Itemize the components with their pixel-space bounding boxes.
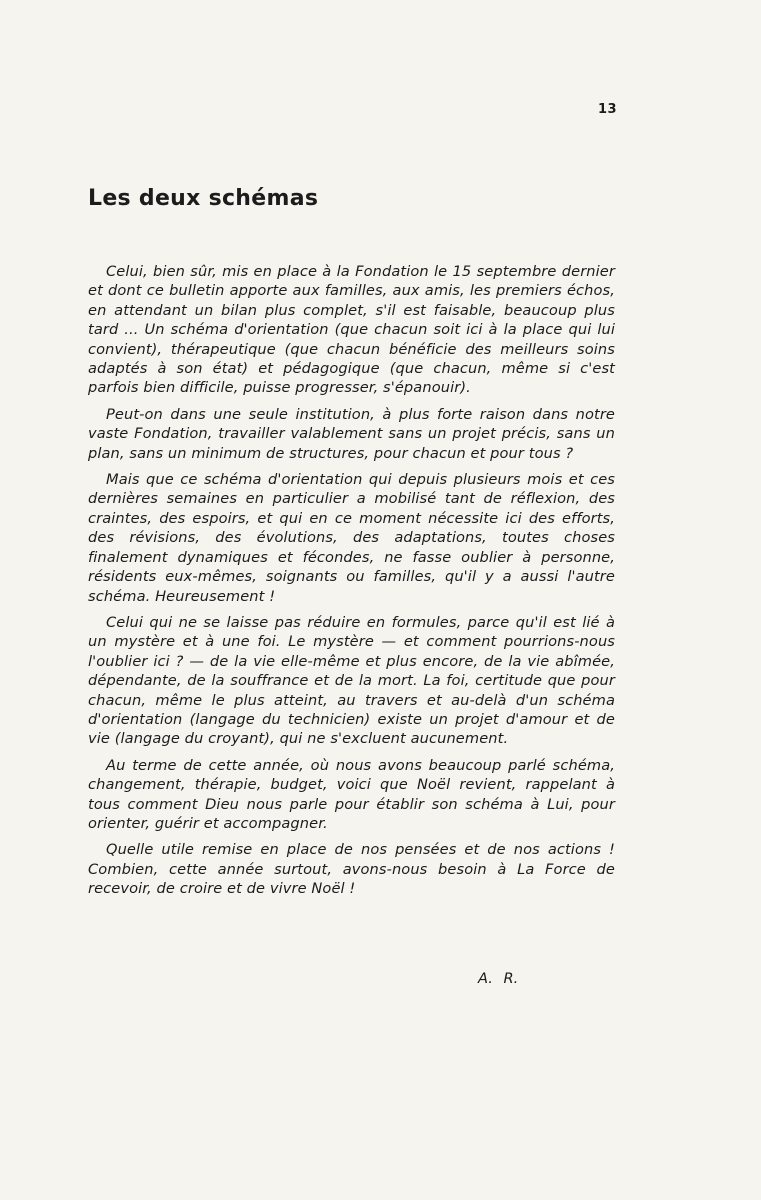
paragraph: Celui qui ne se laisse pas réduire en formules, parce qu'il est lié à un mystère et à une foi. Le mystère — et comment pourrions-nous l'oublier ici ? — de la vie elle-même et plus encore, de la vie abîmée, dépendante, de la souffrance et de la mort. La foi, certitude que pour chacun, même le plus atteint, au travers et au-delà d'un schéma d'orientation (langage du technicien) existe un projet d'amour et de vie (langage du croyant), qui ne s'excluent aucunement. xyxy=(88,613,615,748)
paragraph: Peut-on dans une seule institution, à plus forte raison dans notre vaste Fondation, travailler valablement sans un projet précis, sans un plan, sans un minimum de structures, pour chacun et pour tous ? xyxy=(88,405,615,462)
author-signature: A. R. xyxy=(478,970,519,987)
paragraph: Au terme de cette année, où nous avons beaucoup parlé schéma, changement, thérapie, budget, voici que Noël revient, rappelant à tous comment Dieu nous parle pour établir son schéma à Lui, pour orienter, guérir et accompagner. xyxy=(88,756,615,832)
article-title: Les deux schémas xyxy=(88,186,319,211)
paragraph: Mais que ce schéma d'orientation qui depuis plusieurs mois et ces dernières semaines en particulier a mobilisé tant de réflexion, des craintes, des espoirs, et qui en ce moment nécessite ici des efforts, des révisions, des évolutions, des adaptations, toutes choses finalement dynamiques et fécondes, ne fasse oublier à personne, résidents eux-mêmes, soignants ou familles, qu'il y a aussi l'autre schéma. Heureusement ! xyxy=(88,471,615,605)
article-body xyxy=(88,262,615,906)
page-number: 13 xyxy=(598,102,618,117)
paragraph: Quelle utile remise en place de nos pensées et de nos actions ! Combien, cette année surtout, avons-nous besoin à La Force de recevoir, de croire et de vivre Noël ! xyxy=(88,841,615,898)
paragraph: Celui, bien sûr, mis en place à la Fondation le 15 septembre dernier et dont ce bulletin apporte aux familles, aux amis, les premiers échos, en attendant un bilan plus complet, s'il est faisable, beaucoup plus tard ... Un schéma d'orientation (que chacun soit ici à la place qui lui convient), thérapeutique (que chacun bénéficie des meilleurs soins adaptés à son état) et pédagogique (que chacun, même si c'est parfois bien difficile, puisse progresser, s'épanouir). xyxy=(88,263,615,397)
